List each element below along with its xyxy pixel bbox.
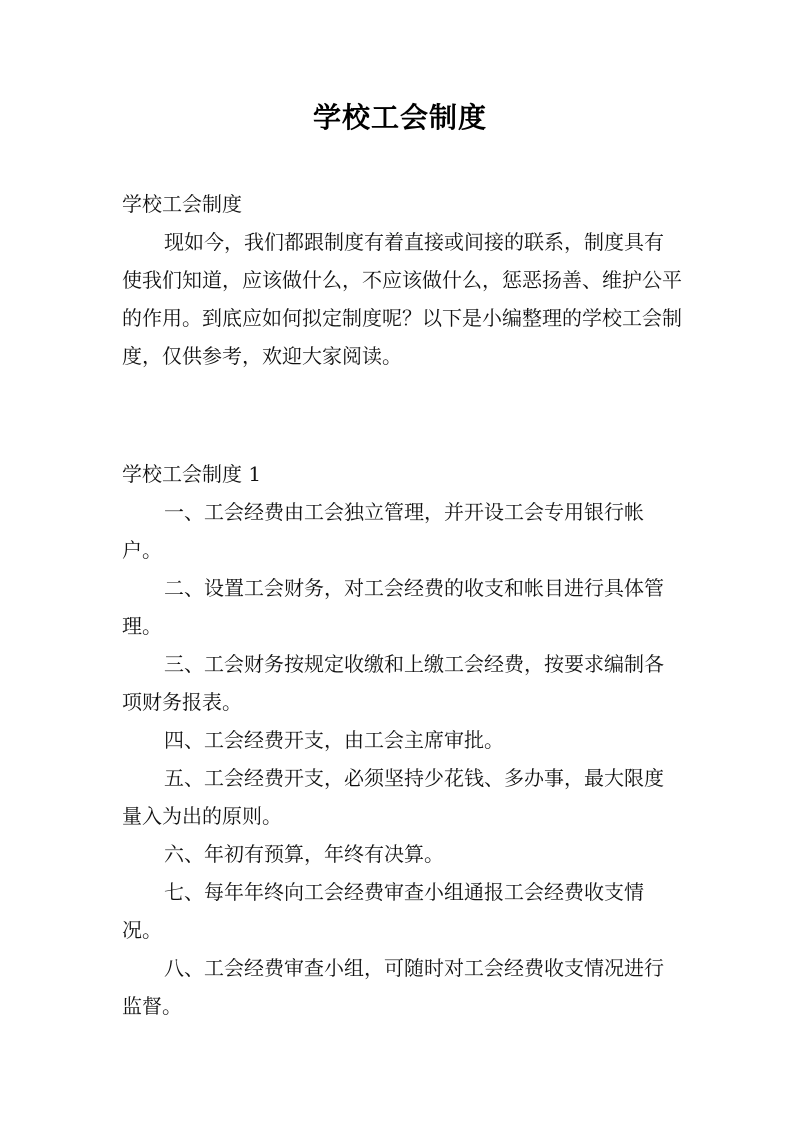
intro-paragraph: 现如今，我们都跟制度有着直接或间接的联系，制度具有使我们知道，应该做什么，不应该做什么，惩恶扬善、维护公平的作用。到底应如何拟定制度呢？以下是小编整理的学校工会制度，仅供参考，欢迎大家阅读。	[122, 230, 682, 368]
list-item: 四、工会经费开支，由工会主席审批。	[164, 728, 504, 752]
list-item: 二、设置工会财务，对工会经费的收支和帐目进行具体管理。	[122, 576, 664, 638]
list-item: 六、年初有预算，年终有决算。	[164, 842, 444, 866]
list-item: 一、工会经费由工会独立管理，并开设工会专用银行帐户。	[122, 500, 644, 562]
document-subtitle: 学校工会制度	[122, 192, 242, 216]
document-title: 学校工会制度	[312, 101, 487, 134]
document-body	[122, 185, 682, 1025]
list-item: 三、工会财务按规定收缴和上缴工会经费，按要求编制各项财务报表。	[122, 652, 664, 714]
list-item: 八、工会经费审查小组，可随时对工会经费收支情况进行监督。	[122, 956, 664, 1018]
list-item: 七、每年年终向工会经费审查小组通报工会经费收支情况。	[122, 880, 644, 942]
list-item: 五、工会经费开支，必须坚持少花钱、多办事，最大限度量入为出的原则。	[122, 766, 664, 828]
section-spacer	[122, 375, 682, 455]
section-heading: 学校工会制度 1	[122, 462, 262, 486]
